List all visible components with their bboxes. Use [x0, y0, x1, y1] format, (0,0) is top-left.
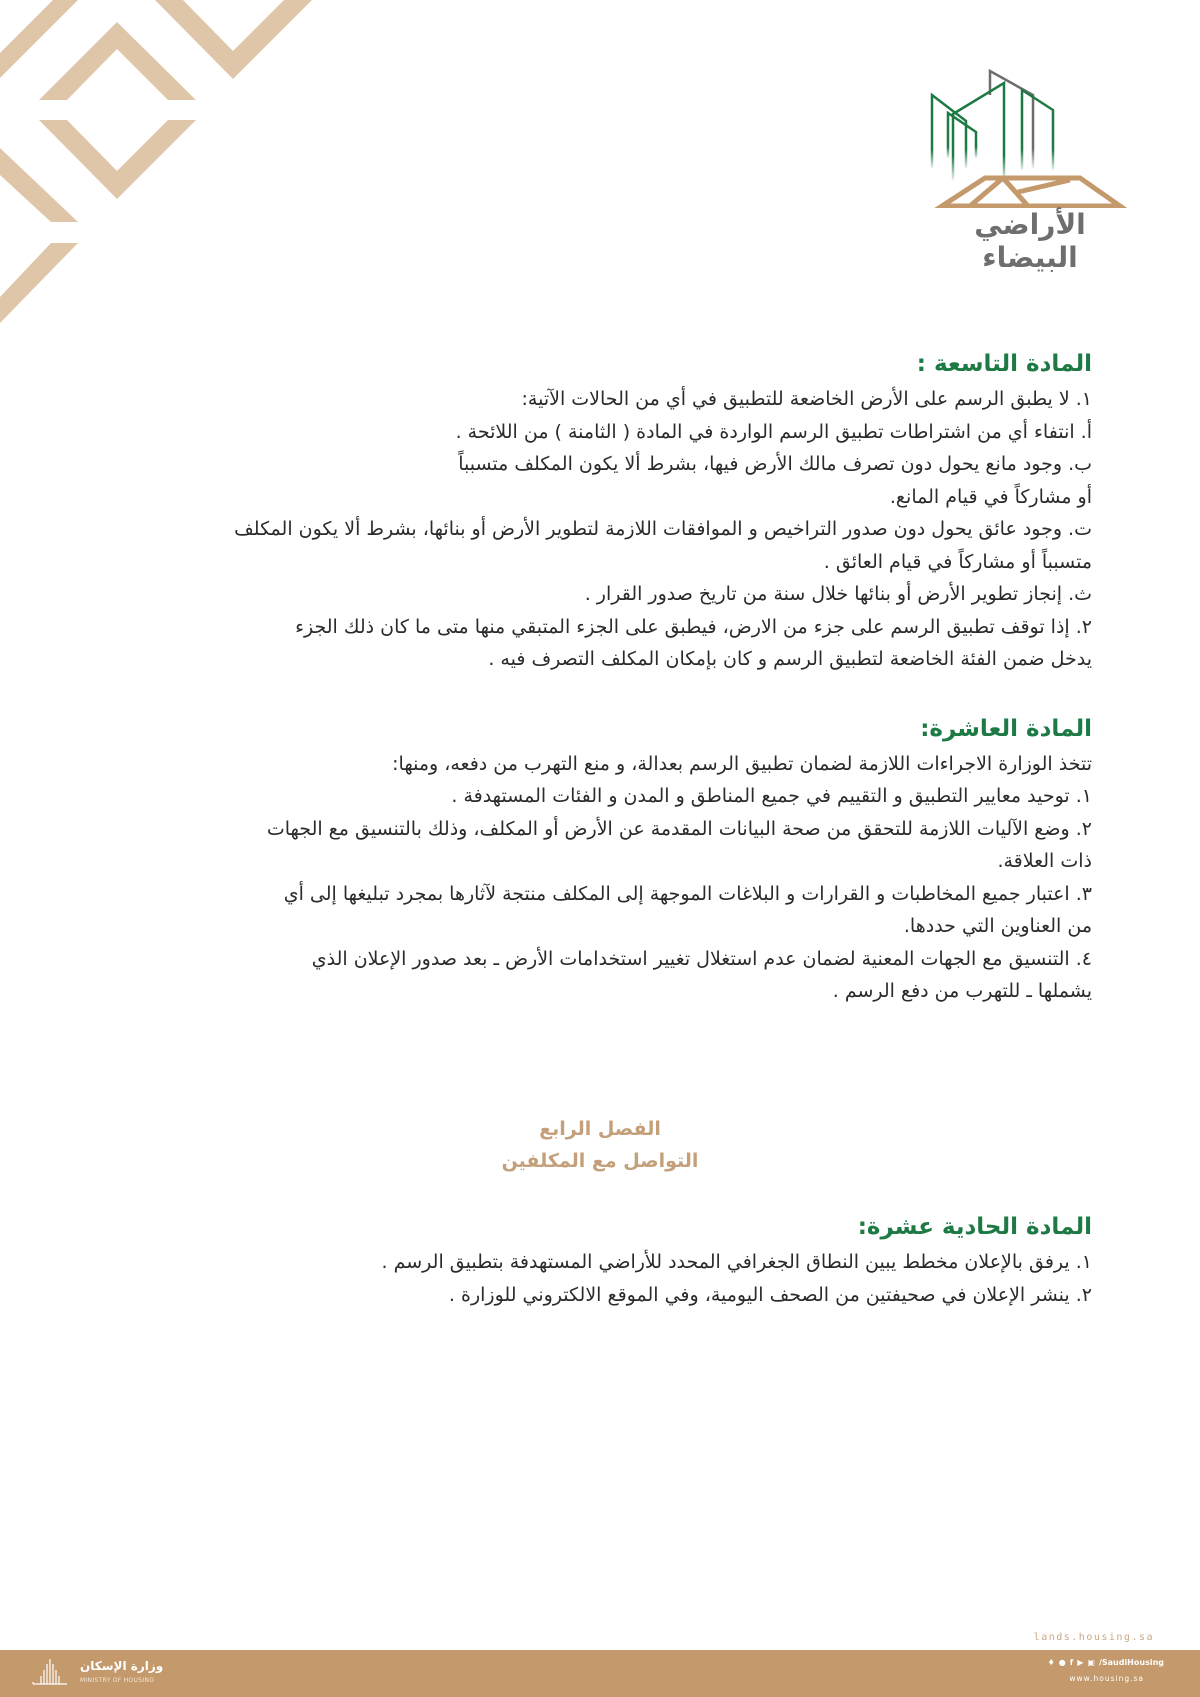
article-10-line: تتخذ الوزارة الاجراءات اللازمة لضمان تطبيق الرسم بعدالة، و منع التهرب من دفعه، ومنها:: [392, 752, 1092, 775]
facebook-icon[interactable]: f: [1069, 1658, 1074, 1667]
article-10-line: ذات العلاقة.: [997, 850, 1092, 872]
article-9-line: أ. انتفاء أي من اشتراطات تطبيق الرسم الواردة في المادة ( الثامنة ) من اللائحة .: [455, 420, 1092, 443]
corner-pattern-decoration: [0, 0, 320, 330]
footer-bar: [0, 1650, 1200, 1697]
footer-website-link[interactable]: www.housing.sa: [1069, 1674, 1144, 1683]
article-11-title: المادة الحادية عشرة:: [857, 1214, 1092, 1240]
article-11-line: ٢. ينشر الإعلان في صحيفتين من الصحف اليومية، وفي الموقع الالكتروني للوزارة .: [448, 1283, 1092, 1306]
document-body: [102, 345, 1092, 1008]
article-11-line: ١. يرفق بالإعلان مخطط يبين النطاق الجغرافي المحدد للأراضي المستهدفة بتطبيق الرسم .: [381, 1251, 1092, 1273]
white-lands-logo: [930, 68, 1130, 274]
article-10-line: ٢. وضع الآليات اللازمة للتحقق من صحة البيانات المقدمة عن الأرض أو المكلف، وذلك بالتنسيق مع الجهات: [266, 817, 1092, 840]
logo-text: الأراضي البيضاء: [974, 208, 1086, 274]
instagram-icon[interactable]: ▣: [1087, 1658, 1095, 1667]
ministry-name-english: MINISTRY OF HOUSING: [80, 1677, 155, 1684]
article-10-line: ١. توحيد معايير التطبيق و التقييم في جميع المناطق و المدن و الفئات المستهدفة .: [451, 785, 1092, 807]
article-9-line: يدخل ضمن الفئة الخاضعة لتطبيق الرسم و كان بإمكان المكلف التصرف فيه .: [488, 648, 1092, 670]
site-url-link[interactable]: lands.housing.sa: [1033, 1632, 1154, 1643]
article-9-line: متسبباً أو مشاركاً في قيام العائق .: [823, 550, 1092, 573]
article-10-line: ٣. اعتبار جميع المخاطبات و القرارات و البلاغات الموجهة إلى المكلف منتجة لآثارها بمجرد تبليغها إلى أي: [283, 882, 1092, 905]
snapchat-icon[interactable]: ♦: [1047, 1658, 1055, 1667]
article-9-title: المادة التاسعة :: [916, 351, 1092, 377]
article-9-line: ١. لا يطبق الرسم على الأرض الخاضعة للتطبيق في أي من الحالات الآتية:: [521, 388, 1092, 410]
chapter-number: الفصل الرابع: [539, 1118, 661, 1140]
social-links: [1048, 1658, 1164, 1667]
article-11: [102, 1208, 1092, 1311]
social-handle[interactable]: /SaudiHousing: [1098, 1658, 1164, 1667]
article-10-line: ٤. التنسيق مع الجهات المعنية لضمان عدم استغلال تغيير استخدامات الأرض ـ بعد صدور الإعلان الذي: [311, 947, 1092, 970]
twitter-icon[interactable]: ●: [1058, 1658, 1066, 1667]
section-gap: [102, 676, 1092, 710]
article-9-line: ٢. إذا توقف تطبيق الرسم على جزء من الارض، فيطبق على الجزء المتبقي منها متى ما كان ذلك الجزء: [295, 615, 1092, 638]
chapter-title: التواصل مع المكلفين: [501, 1150, 699, 1172]
article-9-line: أو مشاركاً في قيام المانع.: [889, 485, 1092, 508]
article-9-line: ث. إنجاز تطوير الأرض أو بنائها خلال سنة من تاريخ صدور القرار .: [584, 583, 1092, 605]
youtube-icon[interactable]: ▶: [1077, 1658, 1084, 1667]
article-10-line: يشملها ـ للتهرب من دفع الرسم .: [832, 980, 1092, 1002]
ministry-logo-icon: [30, 1656, 70, 1690]
article-9-line: ت. وجود عائق يحول دون صدور التراخيص و الموافقات اللازمة لتطوير الأرض أو بنائها، بشرط ألا يكون المكلف: [234, 518, 1092, 540]
article-10-title: المادة العاشرة:: [920, 715, 1092, 742]
chapter-heading: [0, 1113, 1200, 1177]
ministry-name-arabic: وزارة الإسكان: [80, 1659, 164, 1673]
article-10-line: من العناوين التي حددها.: [903, 915, 1092, 937]
article-9-line: ب. وجود مانع يحول دون تصرف مالك الأرض فيها، بشرط ألا يكون المكلف متسبباً: [458, 453, 1092, 475]
buildings-logo-icon: [930, 68, 1130, 208]
